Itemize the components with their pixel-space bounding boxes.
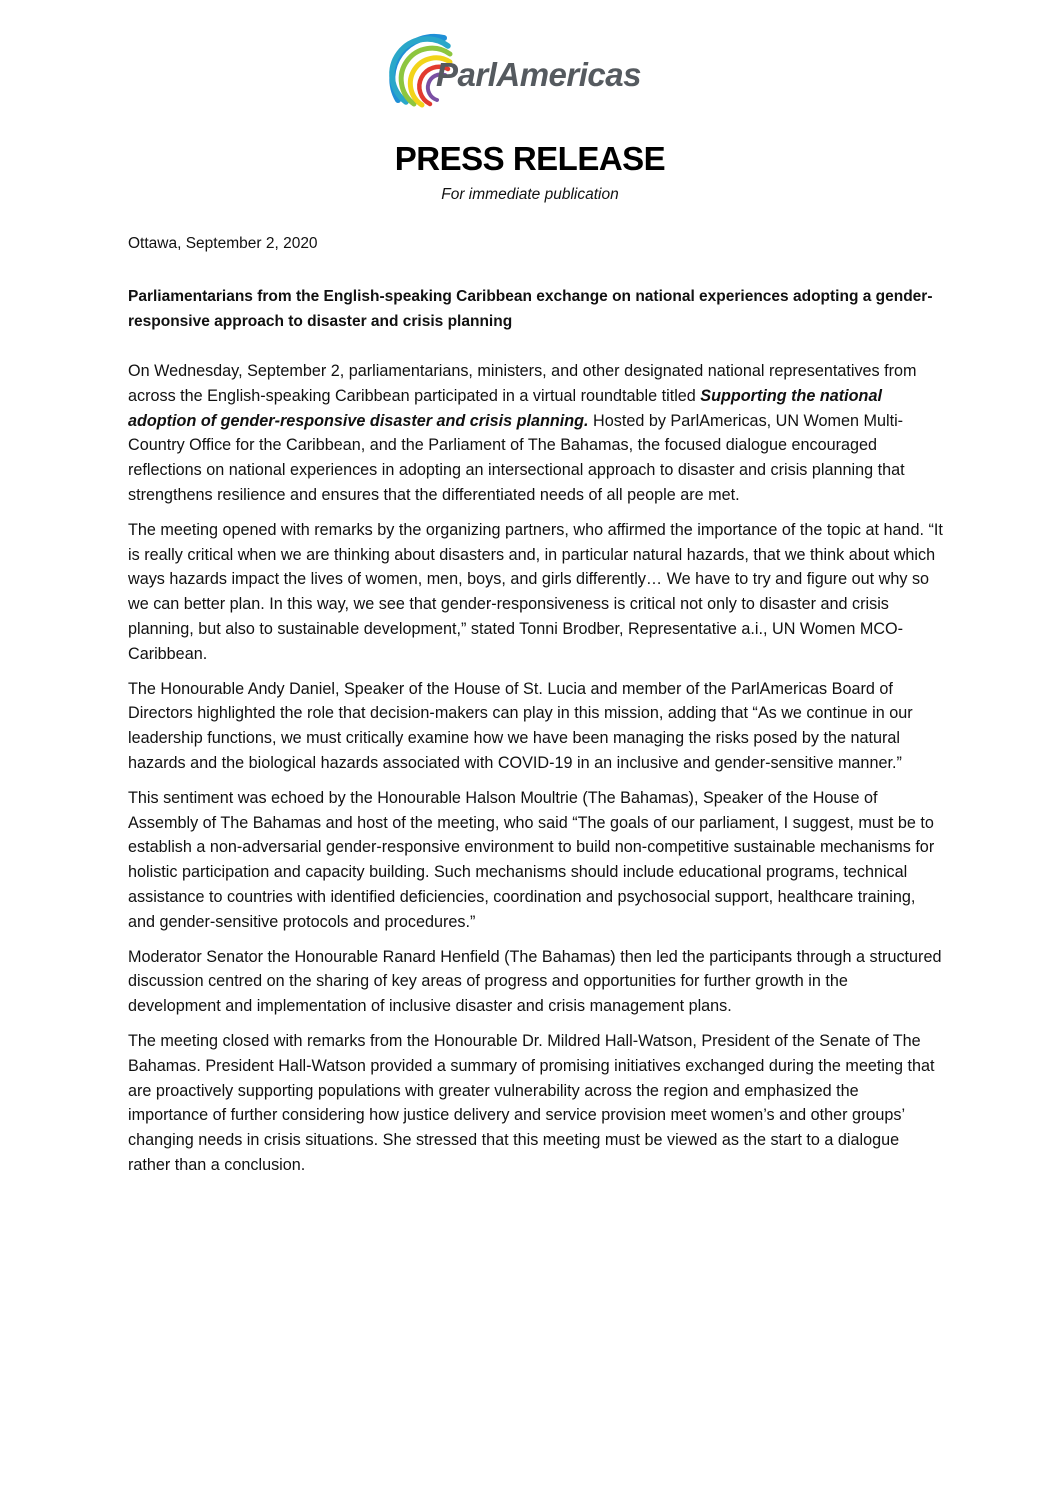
paragraph-intro-after: Hosted by ParlAmericas, UN Women Multi-Country Office for the Caribbean, and the Parliament of The Bahamas, the focused dialogue encouraged reflections on national experiences in adopting an intersectional approach to disaster and crisis planning that strengthens resilience and ensures that the differentiated needs of all people are met. [128,411,905,504]
article-body [128,359,943,1188]
paragraph-andy-daniel: The Honourable Andy Daniel, Speaker of the House of St. Lucia and member of the ParlAmericas Board of Directors highlighted the role that decision-makers can play in this mission, adding that “As we continue in our leadership functions, we must critically examine how we have been managing the risks posed by the natural hazards and the biological hazards associated with COVID-19 in an inclusive and gender-sensitive manner.” [128,679,913,772]
page-subtitle: For immediate publication [441,186,619,203]
paragraph-intro [128,359,943,508]
headline: Parliamentarians from the English-speaking Caribbean exchange on national experiences adopting a gender-responsive approach to disaster and crisis planning [128,288,933,330]
dateline: Ottawa, September 2, 2020 [128,235,318,252]
roundtable-title: Supporting the national adoption of gender-responsive disaster and crisis planning. [128,386,882,430]
paragraph-opening-remarks: The meeting opened with remarks by the organizing partners, who affirmed the importance of the topic at hand. “It is really critical when we are thinking about disasters and, in particular natural hazards, that we think about which ways hazards impact the lives of women, men, boys, and girls differently… We have to try and figure out why so we can better plan. In this way, we see that gender-responsiveness is critical not only to disaster and crisis planning, but also to sustainable development,” stated Tonni Brodber, Representative a.i., UN Women MCO-Caribbean. [128,520,943,663]
paragraph-halson-moultrie: This sentiment was echoed by the Honourable Halson Moultrie (The Bahamas), Speaker of the House of Assembly of The Bahamas and host of the meeting, who said “The goals of our parliament, I suggest, must be to establish a non-adversarial gender-responsive environment to build non-competitive sustainable mechanisms for holistic participation and capacity building. Such mechanisms should include educational programs, technical assistance to countries with identified deficiencies, coordination and psychosocial support, healthcare training, and gender-sensitive protocols and procedures.” [128,788,935,931]
logo-wordmark: ParlAmericas [436,56,641,93]
paragraph-closing: The meeting closed with remarks from the Honourable Dr. Mildred Hall-Watson, President of the Senate of The Bahamas. President Hall-Watson provided a summary of promising initiatives exchanged during the meeting that are proactively supporting populations with greater vulnerability across the region and emphasized the importance of further considering how justice delivery and service provision meet women’s and other groups’ changing needs in crisis situations. She stressed that this meeting must be viewed as the start to a dialogue rather than a conclusion. [128,1031,935,1174]
parlamericas-logo [384,30,684,122]
page-title: PRESS RELEASE [394,140,666,177]
paragraph-moderator: Moderator Senator the Honourable Ranard Henfield (The Bahamas) then led the participants through a structured discussion centred on the sharing of key areas of progress and opportunities for further growth in the development and implementation of inclusive disaster and crisis management plans. [128,947,942,1016]
paragraph-intro-before: On Wednesday, September 2, parliamentarians, ministers, and other designated national representatives from across the English-speaking Caribbean participated in a virtual roundtable titled [128,362,917,405]
